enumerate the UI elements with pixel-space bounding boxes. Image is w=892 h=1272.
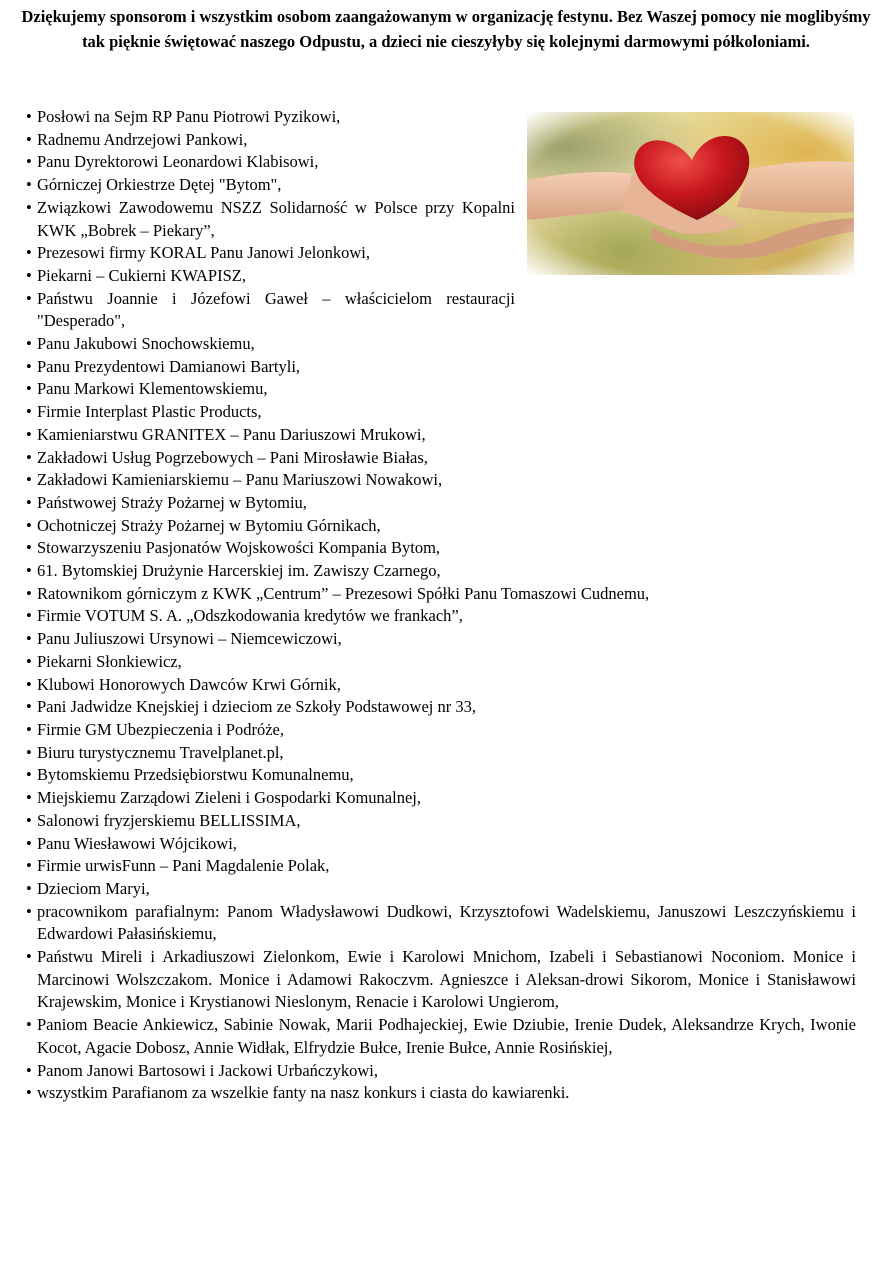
- sponsor-text: Ratownikom górniczym z KWK „Centrum” – Prezesowi Spółki Panu Tomaszowi Cudnemu,: [37, 583, 650, 603]
- list-item: [26, 265, 515, 288]
- bullet-icon: •: [26, 1060, 32, 1080]
- list-item: [26, 1082, 856, 1105]
- list-item: [26, 833, 856, 856]
- sponsor-text: Panu Dyrektorowi Leonardowi Klabisowi,: [37, 152, 319, 172]
- bullet-icon: •: [26, 424, 32, 444]
- bullet-icon: •: [26, 129, 32, 149]
- list-item: [26, 1014, 856, 1059]
- list-item: [26, 651, 856, 674]
- list-item: [26, 560, 856, 583]
- sponsor-text: Pani Jadwidze Knejskiej i dzieciom ze Szkoły Podstawowej nr 33,: [37, 697, 476, 717]
- list-item: [26, 401, 856, 424]
- bullet-icon: •: [26, 629, 32, 649]
- bullet-icon: •: [26, 674, 32, 694]
- bullet-icon: •: [26, 265, 32, 285]
- list-item: [26, 628, 856, 651]
- sponsor-text: 61. Bytomskiej Drużynie Harcerskiej im. Zawiszy Czarnego,: [37, 561, 441, 581]
- list-item: [26, 583, 856, 606]
- list-item: [26, 469, 856, 492]
- list-item: [26, 129, 515, 152]
- list-item: [26, 174, 515, 197]
- bullet-icon: •: [26, 470, 32, 490]
- bullet-icon: •: [26, 356, 32, 376]
- list-item: [26, 424, 856, 447]
- list-item: [26, 333, 856, 356]
- sponsor-text: Bytomskiemu Przedsiębiorstwu Komunalnemu,: [37, 765, 354, 785]
- bullet-icon: •: [26, 788, 32, 808]
- bullet-icon: •: [26, 379, 32, 399]
- sponsor-text: Zakładowi Usług Pogrzebowych – Pani Mirosławie Białas,: [37, 447, 428, 467]
- bullet-icon: •: [26, 334, 32, 354]
- sponsor-text: Firmie Interplast Plastic Products,: [37, 402, 262, 422]
- list-item: [26, 151, 515, 174]
- sponsor-text: Paniom Beacie Ankiewicz, Sabinie Nowak, Marii Podhajeckiej, Ewie Dziubie, Irenie Dudek, Aleksandrze Krych, Iwonie Kocot, Agacie Dobosz, Annie Widłak, Elfrydzie Bułce, Irenie Bułce, Annie Rosińskiej,: [37, 1015, 856, 1057]
- sponsor-text: Salonowi fryzjerskiemu BELLISSIMA,: [37, 810, 301, 830]
- list-item: [26, 605, 856, 628]
- bullet-icon: •: [26, 856, 32, 876]
- bullet-icon: •: [26, 651, 32, 671]
- sponsor-text: Ochotniczej Straży Pożarnej w Bytomiu Górnikach,: [37, 515, 381, 535]
- bullet-icon: •: [26, 901, 32, 921]
- bullet-icon: •: [26, 288, 32, 308]
- bullet-icon: •: [26, 175, 32, 195]
- list-item: [26, 242, 515, 265]
- bullet-icon: •: [26, 697, 32, 717]
- bullet-icon: •: [26, 197, 32, 217]
- bullet-icon: •: [26, 492, 32, 512]
- sponsor-text: Stowarzyszeniu Pasjonatów Wojskowości Kompania Bytom,: [37, 538, 441, 558]
- bullet-icon: •: [26, 947, 32, 967]
- sponsor-text: Firmie VOTUM S. A. „Odszkodowania kredytów we frankach”,: [37, 606, 463, 626]
- bullet-icon: •: [26, 538, 32, 558]
- sponsor-text: Piekarni – Cukierni KWAPISZ,: [37, 265, 246, 285]
- list-item: [26, 878, 856, 901]
- sponsor-text: Zakładowi Kamieniarskiemu – Panu Mariuszowi Nowakowi,: [37, 470, 443, 490]
- sponsor-text: Piekarni Słonkiewicz,: [37, 651, 182, 671]
- bullet-icon: •: [26, 719, 32, 739]
- bullet-icon: •: [26, 810, 32, 830]
- bullet-icon: •: [26, 583, 32, 603]
- sponsor-text: Firmie GM Ubezpieczenia i Podróże,: [37, 719, 284, 739]
- sponsor-text: Związkowi Zawodowemu NSZZ Solidarność w Polsce przy Kopalni KWK „Bobrek – Piekary”,: [37, 197, 515, 240]
- list-item: [26, 378, 856, 401]
- sponsor-text: Klubowi Honorowych Dawców Krwi Górnik,: [37, 674, 341, 694]
- sponsor-text: Panu Markowi Klementowskiemu,: [37, 379, 268, 399]
- sponsor-text: pracownikom parafialnym: Panom Władysławowi Dudkowi, Krzysztofowi Wadelskiemu, Januszowi Leszczyńskiemu i Edwardowi Pałasińskiemu,: [37, 901, 856, 944]
- list-item: [26, 106, 515, 129]
- sponsor-text: wszystkim Parafianom za wszelkie fanty na nasz konkurs i ciasta do kawiarenki.: [37, 1083, 570, 1103]
- bullet-icon: •: [26, 107, 32, 126]
- list-item: [26, 855, 856, 878]
- list-item: [26, 946, 856, 1014]
- list-item: [26, 901, 856, 946]
- sponsor-text: Panu Prezydentowi Damianowi Bartyli,: [37, 356, 301, 376]
- sponsor-text: Panu Juliuszowi Ursynowi – Niemcewiczowi,: [37, 629, 342, 649]
- list-item: [26, 674, 856, 697]
- sponsor-text: Firmie urwisFunn – Pani Magdalenie Polak,: [37, 856, 330, 876]
- list-item: [26, 742, 856, 765]
- list-item: [26, 356, 856, 379]
- sponsor-text: Panu Jakubowi Snochowskiemu,: [37, 334, 255, 354]
- list-item: [26, 197, 515, 242]
- sponsor-text: Kamieniarstwu GRANITEX – Panu Dariuszowi Mrukowi,: [37, 424, 426, 444]
- list-item: [26, 1060, 856, 1083]
- list-item: [26, 719, 856, 742]
- sponsor-text: Państwu Mireli i Arkadiuszowi Zielonkom, Ewie i Karolowi Mnichom, Izabeli i Sebastianowi Noconiom. Monice i Marcinowi Wolszczakom. Monice i Adamowi Rakoczvm. Agnieszce i Aleksan-drowi Sikorom, Monice i Stanisławowi Krajewskim, Monice i Krystianowi Nieslonym, Renacie i Karolowi Ungierom,: [37, 947, 856, 1012]
- sponsor-text: Prezesowi firmy KORAL Panu Janowi Jelonkowi,: [37, 243, 371, 263]
- bullet-icon: •: [26, 742, 32, 762]
- bullet-icon: •: [26, 515, 32, 535]
- sponsor-text: Państwowej Straży Pożarnej w Bytomiu,: [37, 492, 307, 512]
- bullet-icon: •: [26, 606, 32, 626]
- bullet-icon: •: [26, 1083, 32, 1103]
- list-item: [26, 696, 856, 719]
- bullet-icon: •: [26, 561, 32, 581]
- bullet-icon: •: [26, 1015, 32, 1035]
- bullet-icon: •: [26, 878, 32, 898]
- list-item: [26, 537, 856, 560]
- list-item: [26, 447, 856, 470]
- sponsor-text: Radnemu Andrzejowi Pankowi,: [37, 129, 248, 149]
- sponsor-text: Miejskiemu Zarządowi Zieleni i Gospodarki Komunalnej,: [37, 788, 421, 808]
- list-item: [26, 515, 856, 538]
- sponsor-text: Dzieciom Maryi,: [37, 878, 150, 898]
- bullet-icon: •: [26, 243, 32, 263]
- sponsor-text: Panom Janowi Bartosowi i Jackowi Urbańczykowi,: [37, 1060, 378, 1080]
- bullet-icon: •: [26, 833, 32, 853]
- sponsor-text: Posłowi na Sejm RP Panu Piotrowi Pyzikowi,: [37, 107, 341, 126]
- list-item: [26, 787, 856, 810]
- sponsor-text: Panu Wiesławowi Wójcikowi,: [37, 833, 237, 853]
- bullet-icon: •: [26, 765, 32, 785]
- bullet-icon: •: [26, 447, 32, 467]
- bullet-icon: •: [26, 402, 32, 422]
- sponsor-list: [26, 106, 856, 1105]
- thank-you-header: Dziękujemy sponsorom i wszystkim osobom zaangażowanym w organizację festynu. Bez Waszej pomocy nie moglibyśmy tak pięknie świętować naszego Odpustu, a dzieci nie cieszyłyby się kolejnymi darmowymi półkoloniami.: [21, 7, 871, 51]
- list-item: [26, 492, 856, 515]
- list-item: [26, 764, 856, 787]
- list-item: [26, 810, 856, 833]
- bullet-icon: •: [26, 152, 32, 172]
- sponsor-text: Biuru turystycznemu Travelplanet.pl,: [37, 742, 284, 762]
- sponsor-text: Górniczej Orkiestrze Dętej "Bytom",: [37, 175, 282, 195]
- list-item: [26, 288, 515, 333]
- sponsor-text: Państwu Joannie i Józefowi Gaweł – właścicielom restauracji "Desperado",: [37, 288, 515, 331]
